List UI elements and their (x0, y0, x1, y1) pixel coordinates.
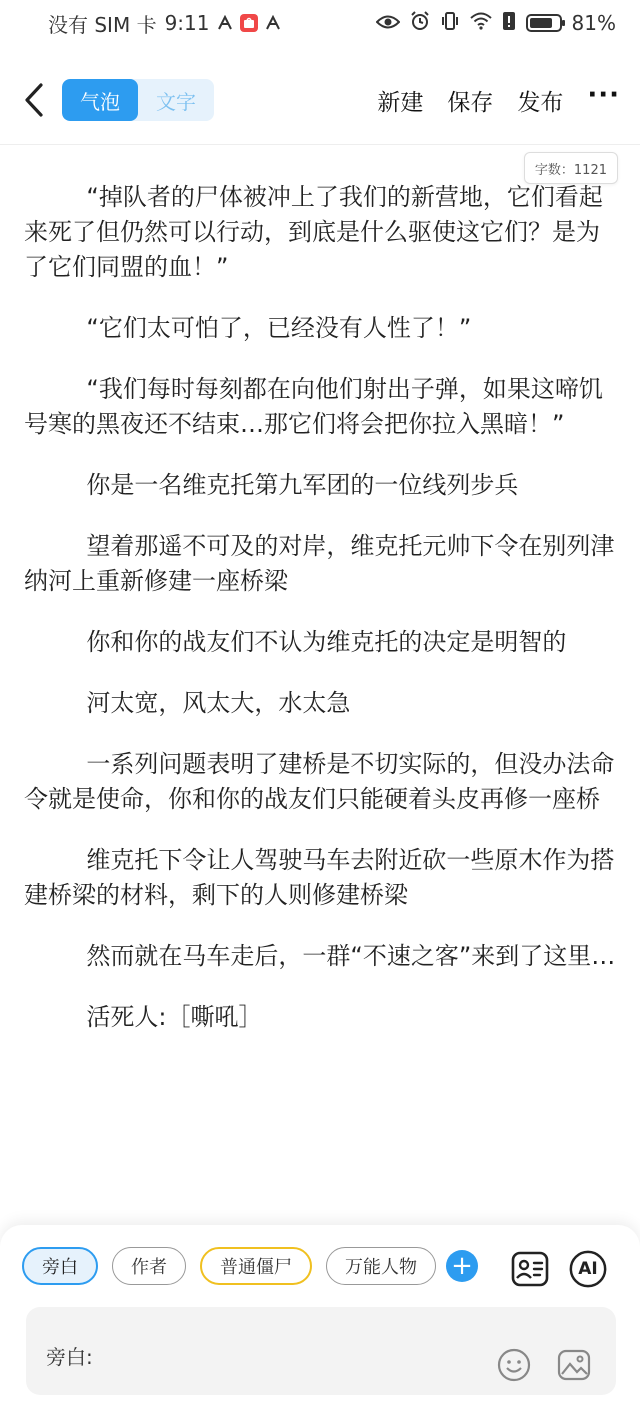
more-button[interactable]: ··· (587, 80, 620, 110)
story-paragraph[interactable]: 你和你的战友们不认为维克托的决定是明智的 (86, 628, 567, 656)
app-notification-icon (264, 14, 282, 32)
status-time: 9:11 (164, 11, 210, 35)
story-paragraph[interactable]: 一系列问题表明了建桥是不切实际的，但没办法命令就是使命，你和你的战友们只能硬着头皮再修一座桥 (24, 750, 615, 813)
status-bar (0, 0, 640, 46)
alarm-icon (410, 11, 430, 36)
header-actions (377, 82, 620, 118)
message-input[interactable] (26, 1307, 616, 1395)
paragraph-list (24, 180, 616, 1061)
eye-icon (376, 11, 400, 35)
story-paragraph[interactable]: “它们太可怕了，已经没有人性了！” (86, 314, 472, 342)
story-paragraph[interactable]: 活死人:［嘶吼］ (86, 1003, 263, 1031)
editor-header (0, 72, 640, 128)
story-paragraph[interactable]: 然而就在马车走后，一群“不速之客”来到了这里… (86, 942, 616, 970)
tab-text[interactable]: 文字 (156, 89, 196, 114)
mode-toggle (62, 79, 214, 121)
ai-label: AI (578, 1259, 598, 1279)
emoji-icon (496, 1347, 532, 1383)
editor-content[interactable] (0, 130, 640, 1225)
image-button[interactable] (556, 1347, 592, 1387)
chevron-left-icon (24, 83, 44, 117)
role-chip-zombie[interactable]: 普通僵尸 (200, 1247, 312, 1285)
story-paragraph[interactable]: “我们每时每刻都在向他们射出子弹，如果这啼饥号寒的黑夜还不结束…那它们将会把你拉入黑暗！” (24, 375, 603, 438)
shopping-app-icon (240, 14, 258, 32)
battery-level (530, 18, 553, 28)
add-role-button[interactable]: + (446, 1250, 478, 1282)
battery-icon (526, 14, 562, 32)
role-chip-narrator[interactable]: 旁白 (22, 1247, 98, 1285)
status-left (48, 9, 282, 38)
character-card-button[interactable] (510, 1249, 550, 1289)
status-right (376, 11, 616, 36)
contact-card-icon (510, 1249, 550, 1289)
alert-icon (502, 11, 516, 36)
input-role-label: 旁白: (46, 1345, 93, 1369)
story-paragraph[interactable]: 你是一名维克托第九军团的一位线列步兵 (86, 471, 519, 499)
ai-button[interactable] (568, 1249, 608, 1289)
vibrate-icon (440, 11, 460, 36)
emoji-button[interactable] (496, 1347, 532, 1387)
tab-bubble[interactable]: 气泡 (62, 79, 138, 121)
word-count-badge: 字数：1121 (524, 152, 618, 184)
app-notification-icon (216, 14, 234, 32)
story-paragraph[interactable]: 河太宽，风太大，水太急 (86, 689, 351, 717)
image-icon (556, 1347, 592, 1383)
role-chip-author[interactable]: 作者 (112, 1247, 186, 1285)
input-icons (496, 1347, 592, 1387)
back-button[interactable] (20, 80, 48, 120)
story-paragraph[interactable]: 维克托下令让人驾驶马车去附近砍一些原木作为搭建桥梁的材料，剩下的人则修建桥梁 (24, 846, 615, 909)
publish-button[interactable]: 发布 (517, 89, 564, 116)
role-chip-universal[interactable]: 万能人物 (326, 1247, 436, 1285)
carrier-text: 没有 SIM 卡 (48, 12, 157, 37)
bottom-input-panel (0, 1225, 640, 1422)
new-button[interactable]: 新建 (377, 89, 424, 116)
role-chip-row (22, 1247, 478, 1285)
story-paragraph[interactable]: 望着那遥不可及的对岸，维克托元帅下令在别列津纳河上重新修建一座桥梁 (24, 532, 615, 595)
save-button[interactable]: 保存 (447, 89, 494, 116)
story-paragraph[interactable]: “掉队者的尸体被冲上了我们的新营地，它们看起来死了但仍然可以行动，到底是什么驱使这它们？是为了它们同盟的血！” (24, 183, 603, 281)
wifi-icon (470, 11, 492, 35)
battery-percent: 81% (571, 11, 616, 35)
